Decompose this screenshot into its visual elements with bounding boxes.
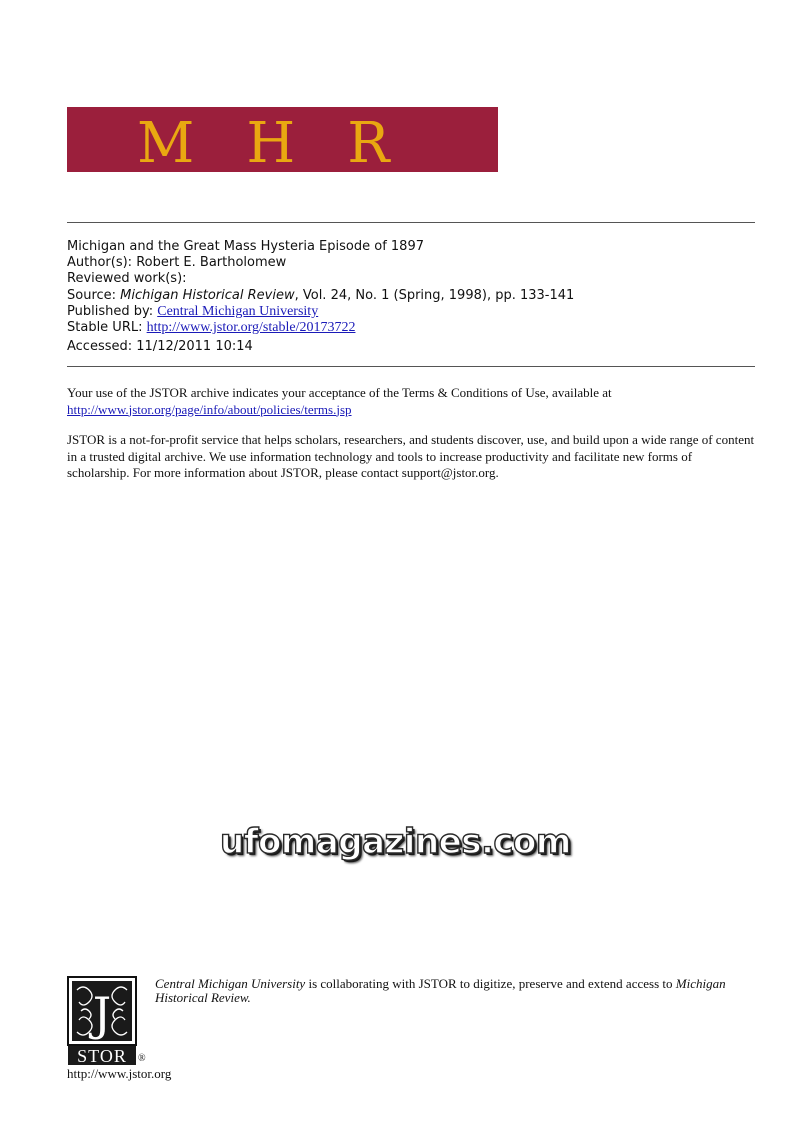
watermark-text: ufomagazines.com [220,822,571,862]
banner-letter-r: R [347,111,390,176]
collaboration-note [155,977,755,1005]
terms-text: Your use of the JSTOR archive indicates your acceptance of the Terms & Conditions of Use, available at [67,385,612,400]
article-title: Michigan and the Great Mass Hysteria Episode of 1897 [67,239,424,254]
accessed-date: Accessed: 11/12/2011 10:14 [67,339,253,355]
source-prefix: Source: [67,287,121,303]
source-journal: Michigan Historical Review [120,287,295,303]
jstor-logo-icon [67,976,137,1066]
article-source [67,288,757,304]
source-suffix: , Vol. 24, No. 1 (Spring, 1998), pp. 133-141 [294,287,575,303]
journal-name: Michigan Historical Review. [155,976,726,1005]
banner-letter-h: H [246,111,296,176]
publisher-link[interactable]: Central Michigan University [157,303,319,319]
banner-letter-m: M [137,111,195,176]
terms-notice [67,385,757,418]
logo-word: STOR [77,1046,127,1066]
article-author: Author(s): Robert E. Bartholomew [67,255,287,271]
reviewed-works: Reviewed work(s): [67,271,187,287]
mhr-banner [67,107,498,176]
about-jstor: JSTOR is a not-for-profit service that helps scholars, researchers, and students discover, use, and build upon a wide range of content in a trusted digital archive. We use information technology and tools to increase productivity and facilitate new forms of scholarship. For more information about JSTOR, please contact support@jstor.org. [67,432,755,480]
article-publisher [67,304,757,320]
collaboration-text: is collaborating with JSTOR to digitize, preserve and extend access to [305,976,676,991]
terms-link[interactable]: http://www.jstor.org/page/info/about/policies/terms.jsp [67,401,352,417]
citation-block [67,239,757,355]
stable-prefix: Stable URL: [67,320,147,336]
stable-url [67,320,757,336]
jstor-logo [67,976,146,1066]
registered-mark: ® [138,1053,146,1064]
top-divider [67,222,755,223]
bottom-divider [67,366,755,367]
mhr-logo-letters [137,111,441,176]
jstor-url[interactable]: http://www.jstor.org [67,1066,172,1081]
logo-letter: J [92,987,112,1041]
institution-name: Central Michigan University [155,976,306,991]
publisher-prefix: Published by: [67,303,158,319]
stable-url-link[interactable]: http://www.jstor.org/stable/20173722 [146,320,356,336]
